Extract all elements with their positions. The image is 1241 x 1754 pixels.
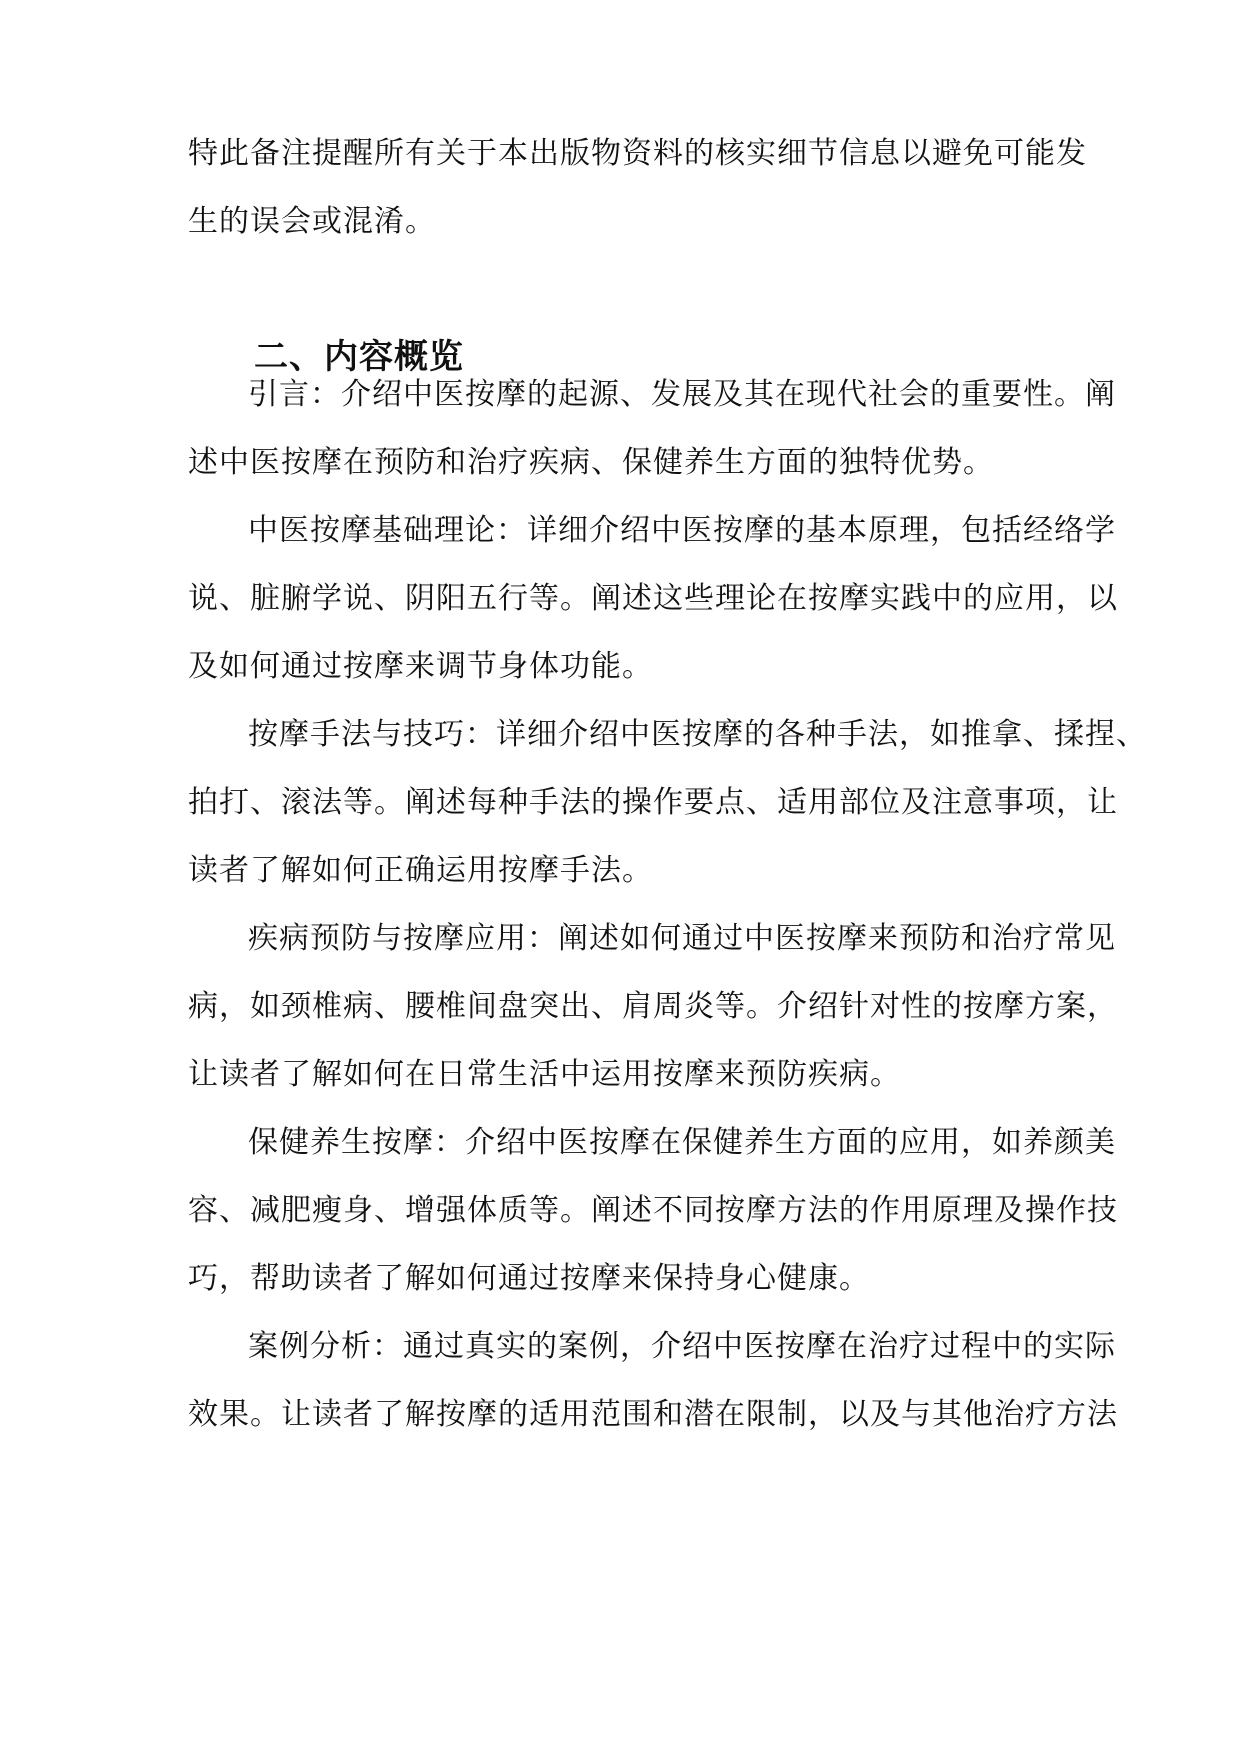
paragraph-4-line-2: 病，如颈椎病、腰椎间盘突出、肩周炎等。介绍针对性的按摩方案， [188, 989, 1118, 1024]
section-heading: 二、内容概览 [254, 337, 464, 377]
paragraph-3-line-1: 按摩手法与技巧：详细介绍中医按摩的各种手法，如推拿、揉捏、 [248, 717, 1147, 752]
paragraph-3-line-3: 读者了解如何正确运用按摩手法。 [188, 853, 653, 888]
paragraph-4-line-1: 疾病预防与按摩应用：阐述如何通过中医按摩来预防和治疗常见 [248, 921, 1116, 956]
paragraph-1-line-1: 引言：介绍中医按摩的起源、发展及其在现代社会的重要性。阐 [248, 377, 1116, 412]
paragraph-6-line-2: 效果。让读者了解按摩的适用范围和潜在限制，以及与其他治疗方法 [188, 1397, 1118, 1432]
paragraph-1-line-2: 述中医按摩在预防和治疗疾病、保健养生方面的独特优势。 [188, 445, 994, 480]
paragraph-6-line-1: 案例分析：通过真实的案例，介绍中医按摩在治疗过程中的实际 [248, 1329, 1116, 1364]
paragraph-5-line-3: 巧，帮助读者了解如何通过按摩来保持身心健康。 [188, 1261, 870, 1296]
paragraph-5-line-1: 保健养生按摩：介绍中医按摩在保健养生方面的应用，如养颜美 [248, 1125, 1116, 1160]
paragraph-2-line-1: 中医按摩基础理论：详细介绍中医按摩的基本原理，包括经络学 [248, 513, 1116, 548]
paragraph-4-line-3: 让读者了解如何在日常生活中运用按摩来预防疾病。 [188, 1057, 901, 1092]
intro-line-2: 生的误会或混淆。 [188, 204, 436, 239]
paragraph-5-line-2: 容、减肥瘦身、增强体质等。阐述不同按摩方法的作用原理及操作技 [188, 1193, 1118, 1228]
intro-line-1: 特此备注提醒所有关于本出版物资料的核实细节信息以避免可能发 [188, 136, 1087, 171]
paragraph-3-line-2: 拍打、滚法等。阐述每种手法的操作要点、适用部位及注意事项，让 [188, 785, 1118, 820]
paragraph-2-line-3: 及如何通过按摩来调节身体功能。 [188, 649, 653, 684]
paragraph-2-line-2: 说、脏腑学说、阴阳五行等。阐述这些理论在按摩实践中的应用，以 [188, 581, 1118, 616]
